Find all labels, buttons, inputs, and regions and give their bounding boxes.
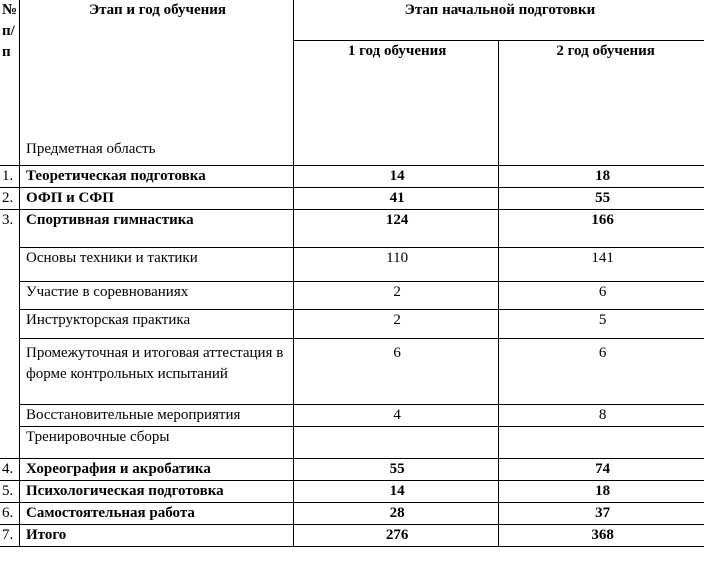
row-num (0, 427, 20, 459)
row-num: 5. (0, 481, 20, 503)
row-year2-value: 5 (499, 310, 704, 339)
table-row (0, 481, 704, 503)
table-row (0, 248, 704, 282)
row-year1-value: 55 (294, 459, 499, 481)
row-year1-value: 4 (294, 405, 499, 427)
row-year1-value (294, 427, 499, 459)
row-name: Основы техники и тактики (20, 248, 294, 282)
header-stage-year-cell (20, 0, 294, 166)
row-name: Теоретическая подготовка (20, 166, 294, 188)
row-num (0, 282, 20, 310)
table-row (0, 282, 704, 310)
header-year2-label: 2 год обучения (556, 43, 655, 59)
row-num: 3. (0, 210, 20, 248)
row-num: 4. (0, 459, 20, 481)
row-year1-value: 14 (294, 481, 499, 503)
row-year1-value: 14 (294, 166, 499, 188)
table-row (0, 188, 704, 210)
row-year2-value: 6 (499, 339, 704, 405)
row-year2-value: 55 (499, 188, 704, 210)
row-year2-value: 18 (499, 166, 704, 188)
row-name: Психологическая подготовка (20, 481, 294, 503)
row-year1-value: 28 (294, 503, 499, 525)
header-num-cell (0, 0, 20, 166)
row-name: Инструкторская практика (20, 310, 294, 339)
header-stage-year-label: Этап и год обучения (88, 2, 227, 18)
table-row (0, 427, 704, 459)
header-stage-cell (294, 0, 704, 41)
row-num: 2. (0, 188, 20, 210)
table-row (0, 405, 704, 427)
header-stage-label: Этап начальной подготовки (404, 2, 596, 18)
table-row (0, 459, 704, 481)
row-year2-value: 368 (499, 525, 704, 547)
row-name: Хореография и акробатика (20, 459, 294, 481)
header-subject-area-label: Предметная область (26, 141, 156, 157)
row-year1-value: 2 (294, 282, 499, 310)
row-year1-value: 124 (294, 210, 499, 248)
row-name: ОФП и СФП (20, 188, 294, 210)
row-year2-value: 37 (499, 503, 704, 525)
header-num-label: № п/п (2, 2, 18, 60)
row-year1-value: 41 (294, 188, 499, 210)
table-row (0, 210, 704, 248)
row-num (0, 310, 20, 339)
row-year2-value: 8 (499, 405, 704, 427)
row-year1-value: 6 (294, 339, 499, 405)
table-header-row (0, 0, 704, 41)
row-num (0, 339, 20, 405)
row-num: 6. (0, 503, 20, 525)
row-name: Самостоятельная работа (20, 503, 294, 525)
row-num (0, 405, 20, 427)
header-year1-label: 1 год обучения (347, 43, 447, 59)
row-year1-value: 2 (294, 310, 499, 339)
row-year1-value: 110 (294, 248, 499, 282)
row-year2-value: 18 (499, 481, 704, 503)
row-year2-value (499, 427, 704, 459)
row-name: Спортивная гимнастика (20, 210, 294, 248)
row-year2-value: 166 (499, 210, 704, 248)
row-name: Промежуточная и итоговая аттестация в форме контрольных испытаний (20, 339, 294, 405)
header-year1-cell (294, 41, 499, 166)
table-row (0, 166, 704, 188)
row-year2-value: 141 (499, 248, 704, 282)
table-row (0, 525, 704, 547)
row-year1-value: 276 (294, 525, 499, 547)
row-name: Восстановительные мероприятия (20, 405, 294, 427)
row-num: 7. (0, 525, 20, 547)
row-name: Участие в соревнованиях (20, 282, 294, 310)
row-year2-value: 6 (499, 282, 704, 310)
row-num: 1. (0, 166, 20, 188)
table-row (0, 310, 704, 339)
row-name: Итого (20, 525, 294, 547)
row-num (0, 248, 20, 282)
table-row (0, 339, 704, 405)
row-name: Тренировочные сборы (20, 427, 294, 459)
table-row (0, 503, 704, 525)
row-year2-value: 74 (499, 459, 704, 481)
header-year2-cell (499, 41, 704, 166)
